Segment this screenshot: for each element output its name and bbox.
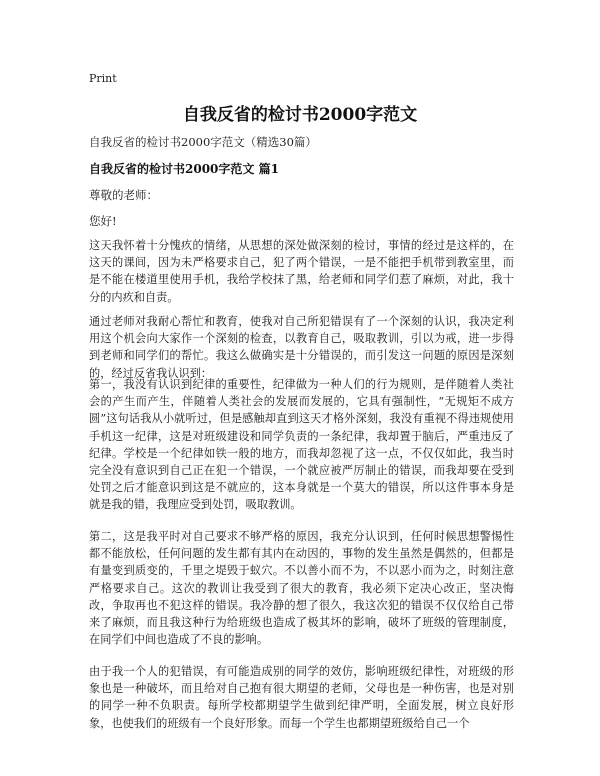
- section-heading: 自我反省的检讨书2000字范文 篇1: [89, 162, 279, 176]
- paragraph-3: 第一，我没有认识到纪律的重要性，纪律做为一种人们的行为规则，是伴随着人类社会的产生而产生，伴随着人类社会的发展而发展的，它具有强制性，“无规矩不成方圆”这句话我从小就听过，但是感触却直到这天才格外深刻，我没有重视不得违规使用手机这一纪律，这是对班级建设和同学负责的一条纪律，我却置于脑后，严重违反了纪律。学校是一个纪律如铁一般的地方，而我却忽视了这一点，不仅仅如此，我当时完全没有意识到自己正在犯一个错误，一个就应被严厉制止的错误，而我却要在受到处罚之后才能意识到这是不就应的，这本身就是一个莫大的错误，所以这件事本身是就是我的错，我理应受到处罚，吸取教训。: [89, 378, 514, 512]
- paragraph-2: 通过老师对我耐心帮忙和教育，使我对自己所犯错误有了一个深刻的认识，我决定利用这个机会向大家作一个深刻的检查，以教育自己，吸取教训，引以为戒，进一步得到老师和同学们的帮忙。我这么做确实是十分错误的，而引发这一问题的原因是深刻的，经过反省我认识到：: [89, 315, 514, 380]
- page-title: 自我反省的检讨书2000字范文: [182, 105, 418, 125]
- paragraph-5: 由于我一个人的犯错误，有可能造成别的同学的效仿，影响班级纪律性，对班级的形象也是一种破坏，而且给对自己抱有很大期望的老师，父母也是一种伤害，也是对别的同学一种不负职责。每所学校都期望学生做到纪律严明，全面发展，树立良好形象，也使我们的班级有一个良好形象。而每一个学生也都期望班级给自己一个: [89, 665, 514, 730]
- salutation: 尊敬的老师：: [89, 188, 158, 202]
- document-subtitle: 自我反省的检讨书2000字范文（精选30篇）: [89, 135, 317, 149]
- paragraph-4: 第二，这是我平时对自己要求不够严格的原因，我充分认识到，任何时候思想警惕性都不能放松，任何问题的发生都有其内在动因的，事物的发生虽然是偶然的，但都是有量变到质变的，千里之堤毁于蚁穴。不以善小而不为，不以恶小而为之，时刻注意严格要求自己。这次的教训让我受到了很大的教育，我必须下定决心改正，坚决悔改，争取再也不犯这样的错误。我冷静的想了很久，我这次犯的错误不仅仅给自己带来了麻烦，而且我这种行为给班级也造成了极其坏的影响，破坏了班级的管理制度，在同学们中间也造成了不良的影响。: [89, 530, 514, 647]
- print-label: Print: [89, 72, 117, 85]
- greeting: 您好!: [89, 214, 117, 228]
- paragraph-1: 这天我怀着十分愧疚的情绪，从思想的深处做深刻的检讨，事情的经过是这样的，在这天的课间，因为未严格要求自己，犯了两个错误，一是不能把手机带到教室里，而是不能在楼道里使用手机，我给学校抹了黑，给老师和同学们惹了麻烦，对此，我十分的内疚和自责。: [89, 239, 514, 304]
